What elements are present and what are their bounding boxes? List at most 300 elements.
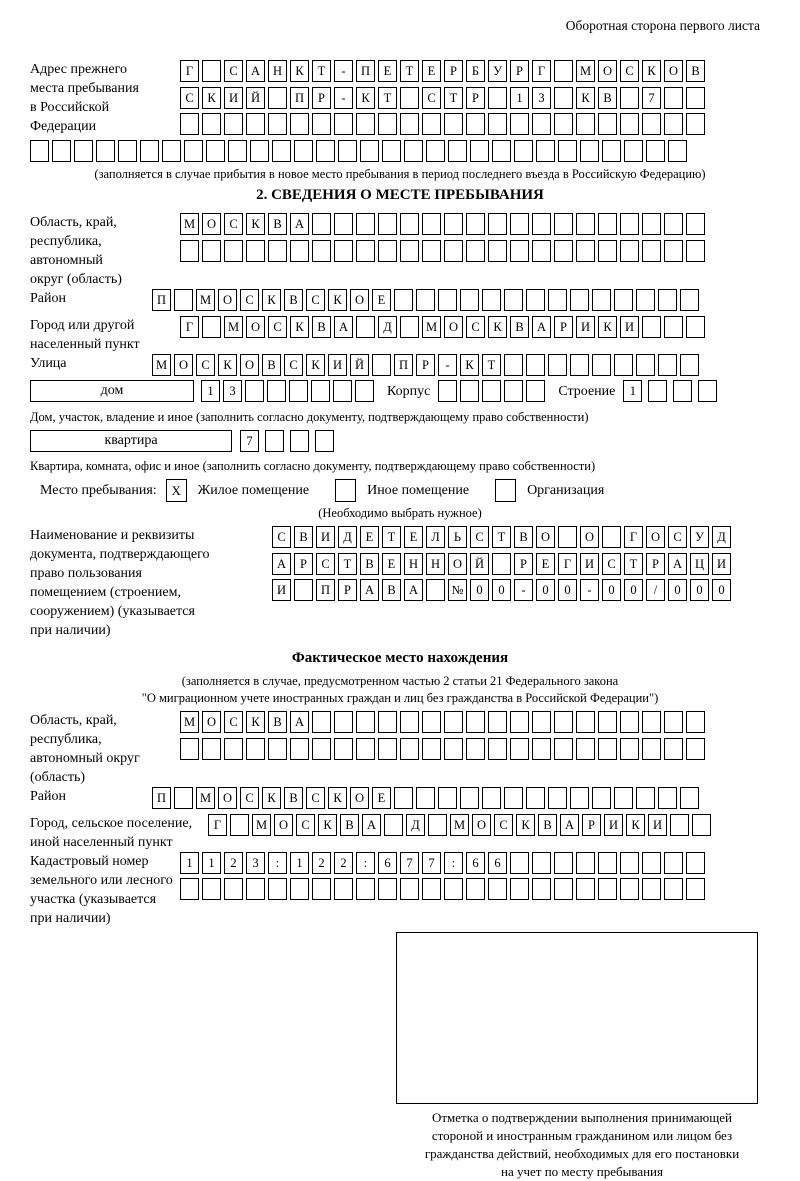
form-cell[interactable] (532, 852, 551, 874)
form-cell[interactable]: К (246, 711, 265, 733)
form-cell[interactable]: О (472, 814, 491, 836)
form-cell[interactable] (686, 738, 705, 760)
form-cell[interactable] (268, 113, 287, 135)
form-cell[interactable] (294, 579, 313, 601)
form-cell[interactable]: П (316, 579, 335, 601)
form-cell[interactable] (312, 113, 331, 135)
form-cell[interactable] (246, 878, 265, 900)
form-cell[interactable] (460, 380, 479, 402)
form-cell[interactable] (268, 878, 287, 900)
form-cell[interactable]: М (196, 289, 215, 311)
form-cell[interactable]: 0 (690, 579, 709, 601)
form-cell[interactable]: Р (466, 87, 485, 109)
form-cell[interactable]: С (284, 354, 303, 376)
form-cell[interactable]: Д (406, 814, 425, 836)
form-cell[interactable]: Е (360, 526, 379, 548)
form-cell[interactable]: В (514, 526, 533, 548)
form-cell[interactable] (202, 878, 221, 900)
form-cell[interactable] (598, 738, 617, 760)
form-cell[interactable]: К (356, 87, 375, 109)
checkbox-other-premises[interactable] (335, 479, 356, 502)
form-cell[interactable]: С (306, 787, 325, 809)
form-cell[interactable] (664, 878, 683, 900)
form-cell[interactable]: С (602, 553, 621, 575)
form-cell[interactable]: Е (404, 526, 423, 548)
form-cell[interactable] (664, 113, 683, 135)
form-cell[interactable] (488, 113, 507, 135)
form-cell[interactable]: И (224, 87, 243, 109)
form-cell[interactable]: О (240, 354, 259, 376)
form-cell[interactable] (460, 787, 479, 809)
form-cell[interactable] (311, 380, 330, 402)
form-cell[interactable] (428, 814, 447, 836)
form-cell[interactable]: И (316, 526, 335, 548)
form-cell[interactable]: С (316, 553, 335, 575)
form-cell[interactable] (576, 240, 595, 262)
form-cell[interactable] (315, 430, 334, 452)
form-cell[interactable] (592, 787, 611, 809)
form-cell[interactable]: В (340, 814, 359, 836)
form-cell[interactable] (334, 711, 353, 733)
form-cell[interactable] (532, 113, 551, 135)
form-cell[interactable] (510, 113, 529, 135)
form-cell[interactable] (526, 380, 545, 402)
form-cell[interactable] (554, 878, 573, 900)
form-cell[interactable]: К (306, 354, 325, 376)
form-cell[interactable]: 2 (312, 852, 331, 874)
form-cell[interactable] (488, 87, 507, 109)
form-cell[interactable]: 0 (624, 579, 643, 601)
form-cell[interactable]: Б (466, 60, 485, 82)
form-cell[interactable] (554, 213, 573, 235)
form-cell[interactable]: М (152, 354, 171, 376)
form-cell[interactable]: С (224, 60, 243, 82)
form-cell[interactable]: А (560, 814, 579, 836)
form-cell[interactable] (576, 711, 595, 733)
form-cell[interactable] (334, 878, 353, 900)
form-cell[interactable]: К (328, 787, 347, 809)
form-cell[interactable] (316, 140, 335, 162)
form-cell[interactable] (245, 380, 264, 402)
form-cell[interactable] (532, 213, 551, 235)
form-cell[interactable]: Р (510, 60, 529, 82)
form-cell[interactable] (614, 354, 633, 376)
form-cell[interactable] (554, 60, 573, 82)
form-cell[interactable]: Р (416, 354, 435, 376)
form-cell[interactable]: : (268, 852, 287, 874)
form-cell[interactable]: К (262, 787, 281, 809)
form-cell[interactable] (334, 113, 353, 135)
form-cell[interactable] (230, 814, 249, 836)
form-cell[interactable]: К (290, 316, 309, 338)
form-cell[interactable] (426, 140, 445, 162)
form-cell[interactable]: Р (294, 553, 313, 575)
form-cell[interactable] (686, 113, 705, 135)
form-cell[interactable] (686, 878, 705, 900)
form-cell[interactable] (356, 240, 375, 262)
form-cell[interactable] (74, 140, 93, 162)
form-cell[interactable]: С (268, 316, 287, 338)
form-cell[interactable] (466, 711, 485, 733)
form-cell[interactable]: В (312, 316, 331, 338)
form-cell[interactable]: А (334, 316, 353, 338)
form-cell[interactable] (646, 140, 665, 162)
form-cell[interactable]: А (360, 579, 379, 601)
form-cell[interactable] (290, 878, 309, 900)
form-cell[interactable] (598, 711, 617, 733)
form-cell[interactable] (202, 113, 221, 135)
form-cell[interactable]: 7 (422, 852, 441, 874)
form-cell[interactable]: Д (338, 526, 357, 548)
form-cell[interactable]: П (290, 87, 309, 109)
form-cell[interactable] (614, 787, 633, 809)
form-cell[interactable]: Ь (448, 526, 467, 548)
form-cell[interactable] (294, 140, 313, 162)
form-cell[interactable] (554, 113, 573, 135)
form-cell[interactable] (686, 87, 705, 109)
form-cell[interactable] (268, 738, 287, 760)
form-cell[interactable]: Т (444, 87, 463, 109)
form-cell[interactable] (570, 289, 589, 311)
form-cell[interactable] (426, 579, 445, 601)
form-cell[interactable]: К (328, 289, 347, 311)
form-cell[interactable] (333, 380, 352, 402)
form-cell[interactable]: 6 (488, 852, 507, 874)
form-cell[interactable]: А (404, 579, 423, 601)
form-cell[interactable] (180, 878, 199, 900)
form-cell[interactable] (620, 87, 639, 109)
form-cell[interactable]: С (620, 60, 639, 82)
form-cell[interactable]: Т (400, 60, 419, 82)
form-cell[interactable]: В (510, 316, 529, 338)
form-cell[interactable] (576, 113, 595, 135)
form-cell[interactable]: Р (646, 553, 665, 575)
form-cell[interactable]: С (466, 316, 485, 338)
form-cell[interactable] (670, 814, 689, 836)
form-cell[interactable] (642, 213, 661, 235)
form-cell[interactable]: Н (404, 553, 423, 575)
form-cell[interactable]: И (576, 316, 595, 338)
form-cell[interactable] (246, 113, 265, 135)
form-cell[interactable]: Г (532, 60, 551, 82)
form-cell[interactable] (620, 113, 639, 135)
form-cell[interactable]: 1 (201, 380, 220, 402)
form-cell[interactable] (548, 289, 567, 311)
form-cell[interactable] (202, 738, 221, 760)
form-cell[interactable] (482, 787, 501, 809)
form-cell[interactable]: К (642, 60, 661, 82)
form-cell[interactable]: С (180, 87, 199, 109)
form-cell[interactable]: А (362, 814, 381, 836)
form-cell[interactable] (356, 738, 375, 760)
form-cell[interactable] (686, 240, 705, 262)
form-cell[interactable] (504, 380, 523, 402)
form-cell[interactable] (642, 711, 661, 733)
form-cell[interactable]: 1 (623, 380, 642, 402)
form-cell[interactable]: И (272, 579, 291, 601)
form-cell[interactable] (400, 738, 419, 760)
form-cell[interactable] (290, 738, 309, 760)
form-cell[interactable] (250, 140, 269, 162)
form-cell[interactable] (620, 878, 639, 900)
form-cell[interactable] (356, 878, 375, 900)
form-cell[interactable] (580, 140, 599, 162)
form-cell[interactable]: И (604, 814, 623, 836)
form-cell[interactable] (570, 354, 589, 376)
form-cell[interactable]: М (422, 316, 441, 338)
form-cell[interactable] (30, 140, 49, 162)
form-cell[interactable]: В (598, 87, 617, 109)
form-cell[interactable] (400, 711, 419, 733)
form-cell[interactable] (686, 213, 705, 235)
form-cell[interactable]: К (246, 213, 265, 235)
form-cell[interactable] (664, 738, 683, 760)
form-cell[interactable]: 0 (602, 579, 621, 601)
form-cell[interactable] (532, 878, 551, 900)
form-cell[interactable] (504, 289, 523, 311)
form-cell[interactable] (466, 113, 485, 135)
form-cell[interactable] (224, 240, 243, 262)
form-cell[interactable]: К (576, 87, 595, 109)
form-cell[interactable] (272, 140, 291, 162)
form-cell[interactable] (510, 711, 529, 733)
form-cell[interactable] (180, 738, 199, 760)
form-cell[interactable] (602, 140, 621, 162)
form-cell[interactable] (334, 738, 353, 760)
form-cell[interactable] (382, 140, 401, 162)
form-cell[interactable]: 3 (223, 380, 242, 402)
form-cell[interactable] (184, 140, 203, 162)
form-cell[interactable] (174, 289, 193, 311)
form-cell[interactable]: 7 (400, 852, 419, 874)
form-cell[interactable] (202, 316, 221, 338)
form-cell[interactable] (614, 289, 633, 311)
form-cell[interactable]: О (444, 316, 463, 338)
form-cell[interactable] (444, 738, 463, 760)
form-cell[interactable] (510, 878, 529, 900)
form-cell[interactable] (438, 787, 457, 809)
form-cell[interactable]: О (350, 289, 369, 311)
form-cell[interactable]: О (202, 213, 221, 235)
form-cell[interactable] (648, 380, 667, 402)
form-cell[interactable] (470, 140, 489, 162)
form-cell[interactable]: - (334, 60, 353, 82)
form-cell[interactable]: 1 (202, 852, 221, 874)
form-cell[interactable] (400, 878, 419, 900)
form-cell[interactable]: 0 (536, 579, 555, 601)
form-cell[interactable] (444, 213, 463, 235)
form-cell[interactable] (140, 140, 159, 162)
form-cell[interactable] (504, 787, 523, 809)
form-cell[interactable] (394, 787, 413, 809)
form-cell[interactable]: Й (470, 553, 489, 575)
form-cell[interactable]: Р (554, 316, 573, 338)
form-cell[interactable] (312, 213, 331, 235)
form-cell[interactable]: Е (536, 553, 555, 575)
form-cell[interactable] (598, 852, 617, 874)
form-cell[interactable] (510, 738, 529, 760)
form-cell[interactable] (228, 140, 247, 162)
form-cell[interactable] (664, 711, 683, 733)
form-cell[interactable] (680, 354, 699, 376)
form-cell[interactable] (422, 113, 441, 135)
form-cell[interactable] (598, 213, 617, 235)
form-cell[interactable] (482, 289, 501, 311)
form-cell[interactable] (394, 289, 413, 311)
form-cell[interactable] (576, 738, 595, 760)
form-cell[interactable]: О (646, 526, 665, 548)
form-cell[interactable]: Г (208, 814, 227, 836)
form-cell[interactable] (668, 140, 687, 162)
form-cell[interactable]: В (294, 526, 313, 548)
form-cell[interactable]: В (686, 60, 705, 82)
form-cell[interactable]: С (196, 354, 215, 376)
form-cell[interactable] (658, 289, 677, 311)
form-cell[interactable] (576, 213, 595, 235)
form-cell[interactable] (422, 213, 441, 235)
form-cell[interactable]: О (350, 787, 369, 809)
form-cell[interactable] (96, 140, 115, 162)
form-cell[interactable]: Л (426, 526, 445, 548)
form-cell[interactable] (372, 354, 391, 376)
form-cell[interactable] (664, 316, 683, 338)
form-cell[interactable]: Г (180, 316, 199, 338)
form-cell[interactable]: Т (492, 526, 511, 548)
form-cell[interactable]: А (668, 553, 687, 575)
form-cell[interactable]: У (690, 526, 709, 548)
form-cell[interactable]: И (712, 553, 731, 575)
form-cell[interactable]: С (668, 526, 687, 548)
form-cell[interactable]: 1 (510, 87, 529, 109)
form-cell[interactable]: С (422, 87, 441, 109)
form-cell[interactable]: П (394, 354, 413, 376)
form-cell[interactable] (224, 113, 243, 135)
form-cell[interactable]: : (356, 852, 375, 874)
form-cell[interactable]: К (318, 814, 337, 836)
form-cell[interactable] (692, 814, 711, 836)
form-cell[interactable]: А (272, 553, 291, 575)
form-cell[interactable]: Р (444, 60, 463, 82)
form-cell[interactable] (400, 240, 419, 262)
form-cell[interactable] (532, 240, 551, 262)
form-cell[interactable] (576, 852, 595, 874)
form-cell[interactable] (206, 140, 225, 162)
form-cell[interactable]: / (646, 579, 665, 601)
form-cell[interactable] (592, 354, 611, 376)
form-cell[interactable] (510, 240, 529, 262)
form-cell[interactable] (384, 814, 403, 836)
form-cell[interactable] (460, 289, 479, 311)
form-cell[interactable]: И (648, 814, 667, 836)
form-cell[interactable]: № (448, 579, 467, 601)
form-cell[interactable]: Р (338, 579, 357, 601)
form-cell[interactable] (378, 113, 397, 135)
form-cell[interactable] (548, 787, 567, 809)
form-cell[interactable] (488, 240, 507, 262)
form-cell[interactable] (510, 213, 529, 235)
form-cell[interactable]: 0 (470, 579, 489, 601)
form-cell[interactable]: В (382, 579, 401, 601)
form-cell[interactable] (488, 213, 507, 235)
form-cell[interactable]: 3 (532, 87, 551, 109)
form-cell[interactable]: Ц (690, 553, 709, 575)
form-cell[interactable] (602, 526, 621, 548)
form-cell[interactable] (162, 140, 181, 162)
form-cell[interactable]: 2 (334, 852, 353, 874)
form-cell[interactable]: Т (312, 60, 331, 82)
form-cell[interactable]: 7 (240, 430, 259, 452)
form-cell[interactable]: Н (426, 553, 445, 575)
form-cell[interactable]: Т (378, 87, 397, 109)
form-cell[interactable]: В (268, 711, 287, 733)
form-cell[interactable] (686, 852, 705, 874)
form-cell[interactable] (620, 738, 639, 760)
form-cell[interactable]: С (240, 289, 259, 311)
form-cell[interactable] (444, 240, 463, 262)
form-cell[interactable] (400, 113, 419, 135)
form-cell[interactable] (548, 354, 567, 376)
form-cell[interactable]: Д (378, 316, 397, 338)
form-cell[interactable]: 0 (558, 579, 577, 601)
form-cell[interactable]: 0 (668, 579, 687, 601)
form-cell[interactable]: К (218, 354, 237, 376)
form-cell[interactable]: Е (378, 60, 397, 82)
form-cell[interactable]: М (196, 787, 215, 809)
form-cell[interactable]: О (246, 316, 265, 338)
form-cell[interactable]: Г (624, 526, 643, 548)
form-cell[interactable] (636, 787, 655, 809)
form-cell[interactable] (664, 852, 683, 874)
form-cell[interactable] (554, 738, 573, 760)
form-cell[interactable]: С (306, 289, 325, 311)
form-cell[interactable]: С (494, 814, 513, 836)
form-cell[interactable]: С (224, 213, 243, 235)
form-cell[interactable] (246, 738, 265, 760)
form-cell[interactable]: Т (382, 526, 401, 548)
form-cell[interactable]: 7 (642, 87, 661, 109)
form-cell[interactable] (576, 878, 595, 900)
form-cell[interactable]: М (180, 213, 199, 235)
form-cell[interactable] (642, 852, 661, 874)
form-cell[interactable]: Й (246, 87, 265, 109)
form-cell[interactable]: В (268, 213, 287, 235)
form-cell[interactable] (466, 738, 485, 760)
form-cell[interactable]: 0 (712, 579, 731, 601)
form-cell[interactable] (356, 213, 375, 235)
form-cell[interactable] (680, 289, 699, 311)
form-cell[interactable] (673, 380, 692, 402)
form-cell[interactable] (356, 113, 375, 135)
form-cell[interactable] (642, 113, 661, 135)
form-cell[interactable] (355, 380, 374, 402)
form-cell[interactable]: О (202, 711, 221, 733)
form-cell[interactable]: Р (312, 87, 331, 109)
form-cell[interactable] (378, 711, 397, 733)
form-cell[interactable]: О (274, 814, 293, 836)
form-cell[interactable] (636, 289, 655, 311)
form-cell[interactable] (404, 140, 423, 162)
form-cell[interactable] (400, 213, 419, 235)
form-cell[interactable] (224, 738, 243, 760)
form-cell[interactable]: О (598, 60, 617, 82)
form-cell[interactable] (312, 711, 331, 733)
form-cell[interactable]: О (448, 553, 467, 575)
form-cell[interactable] (636, 354, 655, 376)
form-cell[interactable] (444, 113, 463, 135)
form-cell[interactable] (312, 240, 331, 262)
form-cell[interactable] (558, 526, 577, 548)
form-cell[interactable] (202, 60, 221, 82)
